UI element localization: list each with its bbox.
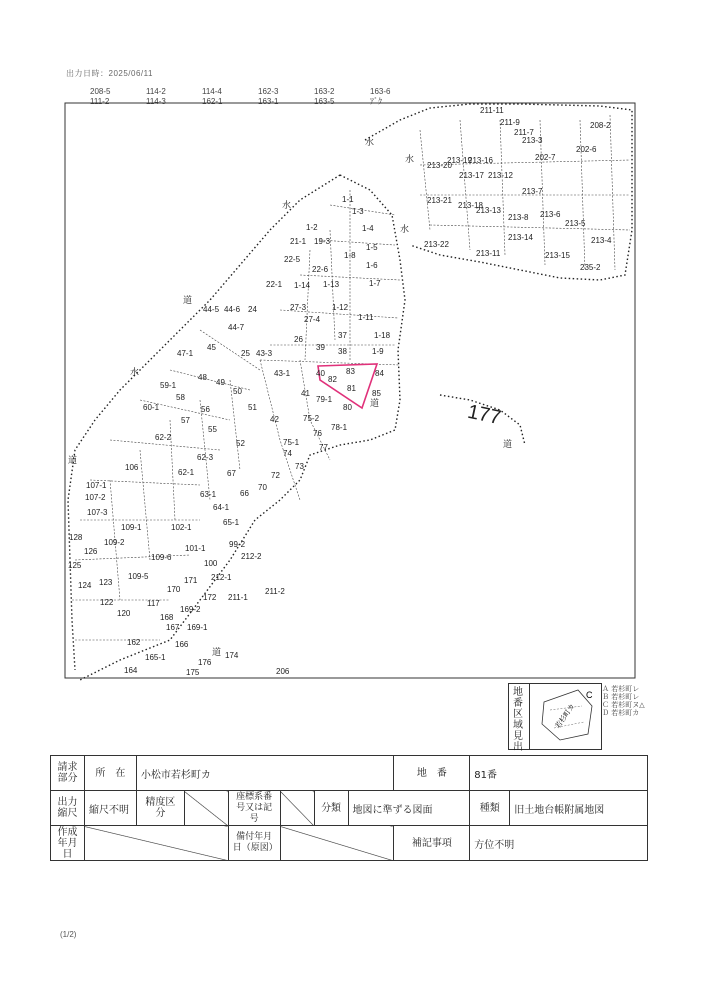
parcel-label: 172 — [203, 593, 217, 602]
legend-item: 162-3 — [258, 87, 279, 96]
index-code: Ａ 若杉町レ — [602, 685, 640, 693]
parcel-label: 99-2 — [229, 540, 246, 549]
parcel-label: 213-13 — [476, 206, 501, 215]
parcel-label: 81 — [347, 384, 356, 393]
parcel-label: 1-3 — [352, 207, 364, 216]
accuracy-label: 精度区分 — [136, 791, 184, 826]
parcel-label: 169-2 — [180, 605, 201, 614]
road-symbol: 道 — [68, 456, 78, 466]
parcel-label: 66 — [240, 489, 249, 498]
print-date: 出力日時：2025/06/11 — [66, 69, 153, 78]
parcel-label: 1-8 — [344, 251, 356, 260]
output-scale-value: 縮尺不明 — [84, 791, 136, 826]
parcel-label: 84 — [375, 369, 384, 378]
water-symbol: 水 — [365, 138, 375, 148]
parcel-label: 22-1 — [266, 280, 283, 289]
parcel-label: 212-1 — [211, 573, 232, 582]
parcel-label: 50 — [233, 387, 242, 396]
parcel-label: 213-5 — [565, 219, 586, 228]
parcel-177-label: 177 — [465, 400, 503, 430]
parcel-label: 52 — [236, 439, 245, 448]
index-map-label: 地番区域見出 — [513, 687, 523, 753]
legend-item: 163-1 — [258, 97, 279, 106]
parcel-label: 22-5 — [284, 255, 301, 264]
lot-value: 81番 — [470, 756, 648, 791]
water-symbol: 水 — [400, 225, 410, 235]
legend-item: ｱﾞｸ — [370, 97, 382, 106]
parcel-label: 1-13 — [323, 280, 340, 289]
parcel-label: 24 — [248, 305, 257, 314]
parcel-label: 43-3 — [256, 349, 273, 358]
parcel-label: 75-1 — [283, 438, 300, 447]
parcel-label: 75-2 — [303, 414, 320, 423]
parcel-label: 38 — [338, 347, 347, 356]
parcel-label: 213-19 — [447, 156, 472, 165]
parcel-label: 213-14 — [508, 233, 533, 242]
output-scale-label: 出力縮尺 — [51, 791, 85, 826]
parcel-label: 208-2 — [590, 121, 611, 130]
parcel-label: 107-1 — [86, 481, 107, 490]
parcel-label: 165-1 — [145, 653, 166, 662]
parcel-label: 169-1 — [187, 623, 208, 632]
map-boundary-north — [80, 175, 405, 680]
parcel-label: 213-4 — [591, 236, 612, 245]
legend-item: 163-2 — [314, 87, 335, 96]
index-code: Ｄ 若杉町カ — [602, 709, 640, 717]
parcel-label: 80 — [343, 403, 352, 412]
legend-item: 111-2 — [90, 97, 110, 106]
parcel-label: 41 — [301, 389, 310, 398]
legend-item: 114-4 — [202, 87, 222, 96]
parcel-label: 128 — [69, 533, 83, 542]
parcel-label: 43-1 — [274, 369, 291, 378]
index-map-graphic — [530, 684, 602, 749]
parcel-label: 175 — [186, 668, 200, 677]
parcel-label: 82 — [328, 375, 337, 384]
parcel-label: 1-5 — [366, 243, 378, 252]
parcel-label: 1-6 — [366, 261, 378, 270]
parcel-label: 109-6 — [151, 553, 172, 562]
parcel-label: 51 — [248, 403, 257, 412]
legend-item: 163-6 — [370, 87, 391, 96]
parcel-label: 167 — [166, 623, 180, 632]
parcel-label: 47-1 — [177, 349, 194, 358]
parcel-label: 1-2 — [306, 223, 318, 232]
parcel-label: 72 — [271, 471, 280, 480]
legend-item: 162-1 — [202, 97, 223, 106]
index-map-inner — [529, 684, 602, 749]
created-value-empty — [84, 826, 228, 861]
parcel-label: 126 — [84, 547, 98, 556]
parcel-label: 58 — [176, 393, 185, 402]
parcel-label: 27-3 — [290, 303, 307, 312]
parcel-label: 107-2 — [85, 493, 106, 502]
road-symbol: 道 — [212, 648, 222, 658]
parcel-label: 62-3 — [197, 453, 214, 462]
created-label: 作成年月日 — [51, 826, 85, 861]
parcel-label: 83 — [346, 367, 355, 376]
category-value: 地図に準ずる図面 — [348, 791, 470, 826]
parcel-label: 117 — [147, 599, 160, 608]
parcel-label: 107-3 — [87, 508, 108, 517]
index-code: Ｂ 若杉町レ — [602, 693, 640, 701]
parcel-label: 63-1 — [200, 490, 217, 499]
parcel-label: 174 — [225, 651, 239, 660]
legend-item: 163-5 — [314, 97, 335, 106]
parcel-label: 55 — [208, 425, 217, 434]
parcel-label: 27-4 — [304, 315, 321, 324]
parcel-label: 213-21 — [427, 196, 452, 205]
coord-value-empty — [280, 791, 314, 826]
water-symbol: 水 — [405, 155, 415, 165]
parcel-label: 176 — [198, 658, 212, 667]
parcel-label: 211-2 — [265, 587, 285, 596]
request-section-label: 請求部分 — [51, 756, 85, 791]
index-map-codes — [602, 685, 645, 717]
parcel-label: 213-18 — [458, 201, 483, 210]
parcel-label: 122 — [100, 598, 114, 607]
parcel-label: 85 — [372, 389, 381, 398]
parcel-label: 1-7 — [369, 279, 381, 288]
parcel-label: 211-9 — [500, 118, 520, 127]
legend-item: 114-3 — [146, 97, 166, 106]
parcel-label: 60-1 — [143, 403, 160, 412]
parcel-label: 213-3 — [522, 136, 543, 145]
parcel-label: 211-1 — [228, 593, 248, 602]
parcel-label: 37 — [338, 331, 347, 340]
road-symbol: 道 — [183, 296, 193, 306]
location-label: 所 在 — [84, 756, 136, 791]
parcel-label: 19-3 — [314, 237, 331, 246]
parcel-label: 67 — [227, 469, 236, 478]
parcel-label: 211-11 — [480, 106, 504, 115]
parcel-label: 79-1 — [316, 395, 333, 404]
parcel-label: 213-17 — [459, 171, 484, 180]
parcel-label: 45 — [207, 343, 216, 352]
parcel-label: 213-22 — [424, 240, 449, 249]
index-map-letter: C — [586, 690, 593, 700]
parcel-label: 76 — [313, 429, 322, 438]
attached-value-empty — [280, 826, 394, 861]
parcel-label: 123 — [99, 578, 113, 587]
index-code: Ｃ 若杉町ヌ△ — [602, 701, 645, 709]
parcel-label: 62-2 — [155, 433, 172, 442]
index-map-town: 若杉町カ — [553, 702, 577, 730]
parcel-label: 1-18 — [374, 331, 391, 340]
attached-label: 備付年月日（原図） — [228, 826, 280, 861]
parcel-label: 39 — [316, 343, 325, 352]
index-map — [508, 683, 602, 753]
parcel-label: 44-6 — [224, 305, 241, 314]
coord-label: 座標系番号又は記号 — [228, 791, 280, 826]
parcel-label: 44-7 — [228, 323, 245, 332]
parcel-label: 213-11 — [476, 249, 501, 258]
parcel-label: 109-1 — [121, 523, 142, 532]
location-value: 小松市若杉町カ — [136, 756, 394, 791]
parcel-label: 213-7 — [522, 187, 543, 196]
parcel-label: 73 — [295, 462, 304, 471]
parcel-label: 1-1 — [342, 195, 354, 204]
water-symbol: 水 — [282, 201, 292, 211]
legend-item: 114-2 — [146, 87, 166, 96]
parcel-label: 1-4 — [362, 224, 374, 233]
parcel-label: 70 — [258, 483, 267, 492]
parcel-label: 106 — [125, 463, 139, 472]
parcel-label: 65-1 — [223, 518, 240, 527]
legend-item: 208-5 — [90, 87, 111, 96]
parcel-label: 202-7 — [535, 153, 556, 162]
parcel-label: 1-12 — [332, 303, 349, 312]
parcel-label: 124 — [78, 581, 92, 590]
parcel-label: 120 — [117, 609, 131, 618]
parcel-label: 77 — [319, 443, 328, 452]
parcel-label: 22-6 — [312, 265, 329, 274]
parcel-label: 211-7 — [514, 128, 534, 137]
parcel-label: 101-1 — [185, 544, 206, 553]
parcel-label: 125 — [68, 561, 82, 570]
parcel-label: 26 — [294, 335, 303, 344]
parcel-label: 213-6 — [540, 210, 561, 219]
parcel-label: 57 — [181, 416, 190, 425]
parcel-label: 202-6 — [576, 145, 597, 154]
notes-label: 補記事項 — [394, 826, 470, 861]
parcel-label: 164 — [124, 666, 138, 675]
parcel-label: 59-1 — [160, 381, 177, 390]
parcel-label: 213-15 — [545, 251, 570, 260]
road-symbol: 道 — [503, 440, 513, 450]
accuracy-value-empty — [184, 791, 228, 826]
parcel-label: 170 — [167, 585, 181, 594]
water-symbol: 水 — [130, 368, 140, 378]
category-label: 分類 — [314, 791, 348, 826]
parcel-label: 109-2 — [104, 538, 125, 547]
road-symbol: 道 — [370, 399, 380, 409]
parcel-label: 235-2 — [580, 263, 601, 272]
parcel-label: 109-5 — [128, 572, 149, 581]
parcel-label: 62-1 — [178, 468, 195, 477]
parcel-label: 213-8 — [508, 213, 529, 222]
type-value: 旧土地台帳附属地図 — [510, 791, 648, 826]
parcel-label: 48 — [198, 373, 207, 382]
parcel-label: 49 — [216, 378, 225, 387]
parcel-label: 213-20 — [427, 161, 452, 170]
parcel-label: 213-12 — [488, 171, 513, 180]
lot-label: 地 番 — [394, 756, 470, 791]
type-label: 種類 — [470, 791, 510, 826]
parcel-label: 100 — [204, 559, 218, 568]
parcel-label: 1-14 — [294, 281, 311, 290]
parcel-label: 78-1 — [331, 423, 348, 432]
page-number: (1/2) — [60, 930, 77, 939]
parcel-label: 64-1 — [213, 503, 230, 512]
parcel-label: 206 — [276, 667, 290, 676]
parcel-label: 171 — [184, 576, 198, 585]
parcel-label: 40 — [316, 369, 325, 378]
record-info-table — [50, 755, 648, 861]
parcel-label: 42 — [270, 415, 279, 424]
parcel-label: 213-16 — [468, 156, 493, 165]
parcel-label: 162 — [127, 638, 141, 647]
parcel-label: 102-1 — [171, 523, 192, 532]
parcel-label: 1-11 — [358, 313, 374, 322]
parcel-label: 1-9 — [372, 347, 384, 356]
parcel-label: 212-2 — [241, 552, 262, 561]
parcel-label: 21-1 — [290, 237, 307, 246]
parcel-label: 25 — [241, 349, 250, 358]
parcel-label: 74 — [283, 449, 292, 458]
parcel-label: 56 — [201, 405, 210, 414]
parcel-label: 166 — [175, 640, 189, 649]
parcel-label: 168 — [160, 613, 174, 622]
notes-value: 方位不明 — [470, 826, 648, 861]
parcel-label: 44-5 — [203, 305, 220, 314]
parcel-labels — [68, 106, 612, 677]
